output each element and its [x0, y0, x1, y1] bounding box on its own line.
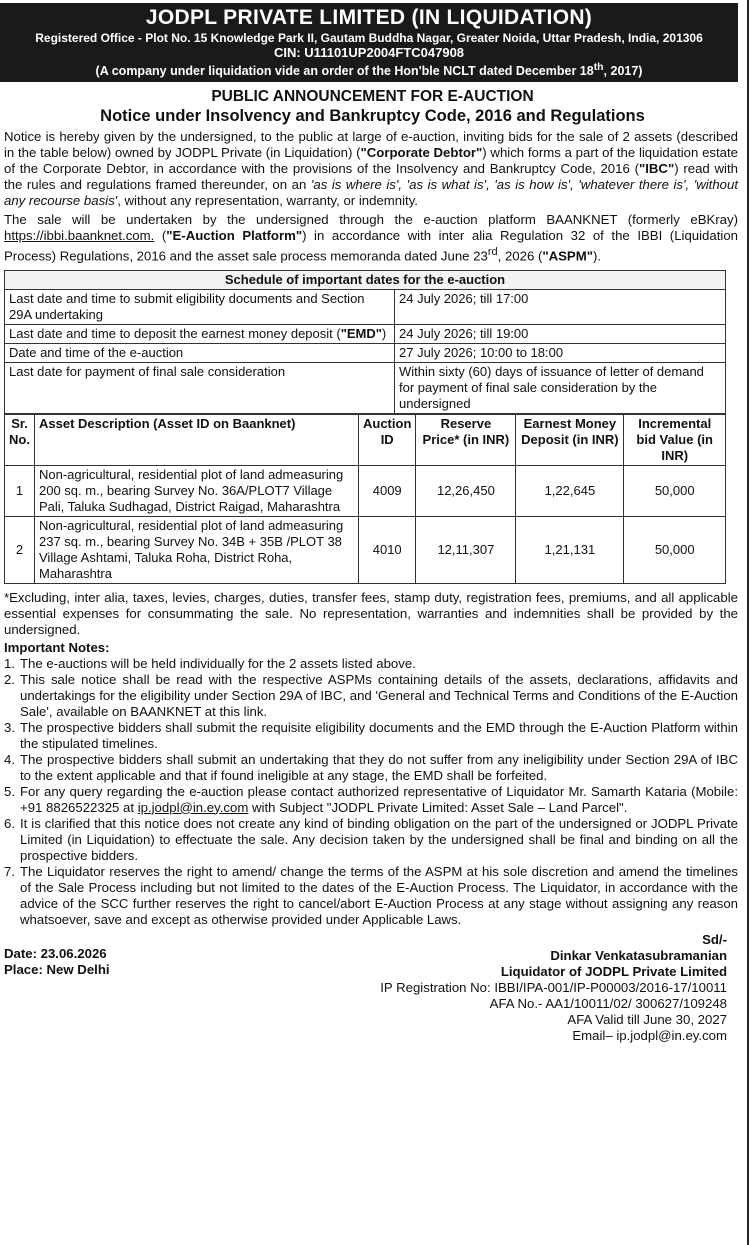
notice-date: Date: 23.06.2026 [4, 945, 107, 961]
registered-office: Registered Office - Plot No. 15 Knowledge Park II, Gautam Buddha Nagar, Greater Noida, Uttar Pradesh, India, 201306 [35, 31, 703, 45]
nclt-order-line [4, 60, 734, 79]
auction-id: 4009 [359, 465, 416, 516]
note-text: It is clarified that this notice does not create any kind of binding obligation on the part of the undersigned or JODPL Private Limited (in Liquidation) to effectuate the sale. Any decision taken by the undersigned shall be final and binding on all the prospective bidders. [20, 815, 738, 863]
afa-validity: AFA Valid till June 30, 2027 [567, 1011, 727, 1027]
list-item: 6. It is clarified that this notice does not create any kind of binding obligation on the part of the undersigned or JODPL Private Limited (in Liquidation) to effectuate the sale. Any decision taken by the undersigned shall be final and binding on all the prospective bidders. [4, 815, 738, 863]
liquidator-email[interactable]: Email– ip.jodpl@in.ey.com [572, 1027, 727, 1043]
ibc-term: "IBC" [638, 161, 675, 177]
list-item: 4. The prospective bidders shall submit an undertaking that they do not suffer from any ineligibility under Section 29A of IBC to the extent applicable and that if found ineligible at any stage, the EMD shall be forfeited. [4, 751, 738, 783]
signature-section [0, 932, 745, 1082]
intro-paragraph-1 [0, 129, 742, 209]
note-text: The prospective bidders shall submit an undertaking that they do not suffer from any ineligibility under Section 29A of IBC to the extent applicable and that if found ineligible at any stage, the EMD shall be forfeited. [20, 751, 738, 783]
company-banner [0, 3, 738, 82]
intro-text: The sale will be undertaken by the undersigned through the e-auction platform BAANKNET (formerly eBKray) [4, 212, 738, 228]
corporate-debtor-term: "Corporate Debtor" [360, 145, 483, 161]
column-rule [747, 0, 749, 1245]
schedule-value: 24 July 2026; till 17:00 [395, 289, 726, 324]
schedule-title: Schedule of important dates for the e-auction [5, 270, 726, 289]
intro-text: ) read with the rules and regulations framed thereunder, on an [4, 161, 738, 193]
incremental-bid: 50,000 [624, 465, 726, 516]
table-row [5, 465, 726, 516]
incremental-bid: 50,000 [624, 516, 726, 583]
schedule-label: Date and time of the e-auction [5, 343, 395, 362]
announcement-title: PUBLIC ANNOUNCEMENT FOR E-AUCTION [211, 88, 534, 106]
emd-term: "EMD" [340, 325, 382, 341]
company-name: JODPL PRIVATE LIMITED (IN LIQUIDATION) [145, 6, 593, 29]
nclt-sup: th [593, 62, 604, 73]
table-row [5, 343, 726, 362]
col-header: Sr. No. [5, 414, 35, 465]
schedule-label: Last date for payment of final sale consideration [5, 362, 395, 413]
nclt-suffix: , 2017) [603, 64, 643, 79]
intro-text: ) in accordance with inter alia Regulation 32 of the IBBI (Liquidation Process) Regulations, 2016 and the asset sale process memoranda dated June 23 [4, 228, 738, 264]
asset-description: Non-agricultural, residential plot of land admeasuring 237 sq. m., bearing Survey No. 34B + 35B /PLOT 38 Village Ashtami, Taluka Roha, District Roha, Maharashtra [35, 516, 359, 583]
platform-term: "E-Auction Platform" [166, 228, 303, 244]
notice-subtitle: Notice under Insolvency and Bankruptcy Code, 2016 and Regulations [100, 107, 645, 126]
col-header: Auction ID [359, 414, 416, 465]
intro-paragraph-2 [0, 212, 742, 264]
sale-basis-terms: 'as is where is', 'as is what is', 'as is how is', 'whatever there is', 'without any recourse basis' [4, 177, 738, 209]
emd-amount: 1,22,645 [516, 465, 624, 516]
list-item: 2. This sale notice shall be read with the respective ASPMs containing details of the assets, declarations, affidavits and undertakings for the eligibility under Section 29A of IBC, and 'General and Technical Terms and Conditions of the E-Auction Sale', available on BAANKNET at this link. [4, 671, 738, 719]
liquidator-role: Liquidator of JODPL Private Limited [500, 963, 727, 979]
auction-id: 4010 [359, 516, 416, 583]
note-text: The e-auctions will be held individually for the 2 assets listed above. [20, 655, 416, 671]
table-row [5, 324, 726, 343]
note-text: The Liquidator reserves the right to amend/ change the terms of the ASPM at his sole discretion and amend the timelines of the Sale Process including but not limited to the dates of the E-Auction Process. The Liquidator, in accordance with the advice of the SCC further reserves the right to cancel/abort E-Auction Process at any stage without assigning any reason whatsoever, save and except as otherwise provided under Applicable Laws. [20, 863, 738, 927]
schedule-value: 24 July 2026; till 19:00 [395, 324, 726, 343]
emd-amount: 1,21,131 [516, 516, 624, 583]
asset-description: Non-agricultural, residential plot of land admeasuring 200 sq. m., bearing Survey No. 36A/PLOT7 Village Pali, Taluka Sudhagad, District Raigad, Maharashtra [35, 465, 359, 516]
list-item: 3. The prospective bidders shall submit the requisite eligibility documents and the EMD through the E-Auction Platform within the stipulated timelines. [4, 719, 738, 751]
sr-no: 2 [5, 516, 35, 583]
sd-mark: Sd/- [702, 931, 727, 947]
col-header: Earnest Money Deposit (in INR) [516, 414, 624, 465]
date-sup: rd [487, 246, 498, 259]
label-text: ) [381, 325, 387, 341]
sr-no: 1 [5, 465, 35, 516]
intro-text: Notice is hereby given by the undersigned, to the public at large of e-auction, inviting bids for the sale of 2 assets (described in the table below) owned by JODPL Private (in Liquidation) ( [4, 129, 738, 161]
table-row [5, 362, 726, 413]
important-notes-list [0, 656, 742, 928]
col-header: Reserve Price* (in INR) [416, 414, 516, 465]
liquidator-name: Dinkar Venkatasubramanian [550, 947, 727, 963]
assets-table [4, 414, 726, 584]
cin-number: CIN: U11101UP2004FTC047908 [273, 45, 465, 60]
notice-heading [0, 87, 745, 126]
schedule-label: Last date and time to submit eligibility documents and Section 29A undertaking [5, 289, 395, 324]
schedule-label [5, 324, 395, 343]
list-item: 7. The Liquidator reserves the right to amend/ change the terms of the ASPM at his sole discretion and amend the timelines of the Sale Process including but not limited to the dates of the E-Auction Process. The Liquidator, in accordance with the advice of the SCC further reserves the right to cancel/abort E-Auction Process at any stage without assigning any reason whatsoever, save and except as otherwise provided under Applicable Laws. [4, 863, 738, 927]
nclt-text: (A company under liquidation vide an order of the Hon'ble NCLT dated December 18 [95, 64, 594, 79]
list-item: 5. For any query regarding the e-auction please contact authorized representative of Liquidator Mr. Samarth Kataria (Mobile: +91 8826522325 at ip.jodpl@in.ey.com with Subject "JODPL Private Limited: Asset Sale – Land Parcel". [4, 783, 738, 815]
baanknet-link[interactable]: https://ibbi.baanknet.com. [4, 228, 155, 244]
note-text: with Subject "JODPL Private Limited: Asset Sale – Land Parcel". [248, 799, 628, 815]
query-email-link[interactable]: ip.jodpl@in.ey.com [137, 799, 249, 815]
note-text: The prospective bidders shall submit the requisite eligibility documents and the EMD through the E-Auction Platform within the stipulated timelines. [20, 719, 738, 751]
price-footnote: *Excluding, inter alia, taxes, levies, charges, duties, transfer fees, stamp duty, registration fees, premiums, and all applicable essential expenses for consummating the sale. No representation, warranties and indemnities shall be provided by the undersigned. [4, 589, 738, 637]
afa-number: AFA No.- AA1/10011/02/ 300627/109248 [489, 995, 727, 1011]
intro-text: ). [592, 248, 602, 264]
note-text: For any query regarding the e-auction please contact authorized representative of Liquidator Mr. Samarth Kataria (Mobile: +91 8826522325 at [20, 783, 738, 815]
ip-registration: IP Registration No: IBBI/IPA-001/IP-P00003/2016-17/10011 [380, 979, 727, 995]
intro-text: ) which forms a part of the liquidation estate of the Corporate Debtor, in accordance with the provisions of the Insolvency and Bankruptcy Code, 2016 ( [4, 145, 738, 177]
table-row [5, 516, 726, 583]
intro-text: , without any representation, warranty, or indemnity. [117, 193, 418, 209]
liquidator-signature [380, 932, 727, 1044]
schedule-table [4, 270, 726, 414]
table-header-row [5, 414, 726, 465]
note-text: This sale notice shall be read with the respective ASPMs containing details of the assets, declarations, affidavits and undertakings for the eligibility under Section 29A of IBC, and 'General and Technical Terms and Conditions of the E-Auction Sale', available on BAANKNET at this link. [20, 671, 738, 719]
intro-text: ( [154, 228, 167, 244]
schedule-value: 27 July 2026; 10:00 to 18:00 [395, 343, 726, 362]
reserve-price: 12,11,307 [416, 516, 516, 583]
date-place-block [4, 946, 110, 978]
aspm-term: "ASPM" [542, 248, 593, 264]
reserve-price: 12,26,450 [416, 465, 516, 516]
col-header: Asset Description (Asset ID on Baanknet) [35, 414, 359, 465]
table-row [5, 289, 726, 324]
schedule-value: Within sixty (60) days of issuance of letter of demand for payment of final sale consideration by the undersigned [395, 362, 726, 413]
label-text: Last date and time to deposit the earnest money deposit ( [9, 325, 341, 341]
notes-title: Important Notes: [4, 639, 110, 655]
intro-text: , 2026 ( [497, 248, 543, 264]
notice-place: Place: New Delhi [4, 961, 110, 977]
list-item: 1. The e-auctions will be held individually for the 2 assets listed above. [4, 655, 416, 671]
col-header: Incremental bid Value (in INR) [624, 414, 726, 465]
